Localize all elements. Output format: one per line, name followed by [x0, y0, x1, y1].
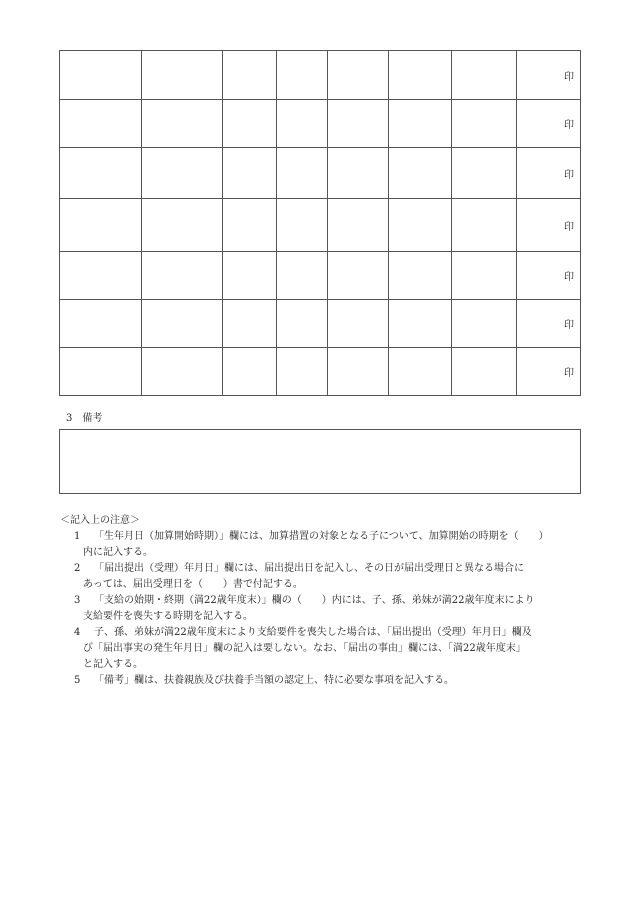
table-cell[interactable]	[328, 148, 389, 199]
seal-cell[interactable]	[517, 51, 581, 100]
seal-label: 印	[564, 320, 574, 331]
table-cell[interactable]	[277, 51, 328, 100]
table-cell[interactable]	[142, 199, 223, 252]
note-line	[60, 577, 580, 593]
record-table-body	[60, 51, 581, 396]
record-table	[59, 50, 581, 396]
table-cell[interactable]	[328, 252, 389, 300]
table-cell[interactable]	[389, 199, 452, 252]
table-cell[interactable]	[328, 100, 389, 148]
table-cell[interactable]	[328, 199, 389, 252]
seal-cell[interactable]	[517, 300, 581, 348]
note-line	[60, 609, 580, 625]
note-line	[60, 625, 580, 641]
note-text: び「届出事実の発生年月日」欄の記入は要しない。なお、「届出の事由」欄には、「満22歳年度末」	[83, 643, 526, 654]
seal-label: 印	[564, 120, 574, 131]
table-cell[interactable]	[142, 348, 223, 396]
table-cell[interactable]	[223, 148, 277, 199]
note-line	[60, 593, 580, 609]
table-cell[interactable]	[223, 51, 277, 100]
seal-cell[interactable]	[517, 252, 581, 300]
table-cell[interactable]	[223, 348, 277, 396]
seal-label: 印	[564, 71, 574, 83]
table-cell[interactable]	[223, 100, 277, 148]
table-cell[interactable]	[452, 148, 517, 199]
note-item	[60, 593, 580, 625]
note-item	[60, 673, 580, 689]
table-cell[interactable]	[142, 148, 223, 199]
table-cell[interactable]	[277, 148, 328, 199]
note-number: 5	[74, 675, 81, 686]
table-cell[interactable]	[277, 199, 328, 252]
remarks-heading: 3 備考	[66, 413, 103, 424]
table-cell[interactable]	[452, 100, 517, 148]
table-row	[60, 148, 581, 199]
remarks-field[interactable]	[59, 429, 581, 494]
table-cell[interactable]	[389, 300, 452, 348]
table-cell[interactable]	[142, 51, 223, 100]
note-line	[60, 545, 580, 561]
table-row	[60, 199, 581, 252]
seal-cell[interactable]	[517, 148, 581, 199]
seal-label: 印	[564, 221, 574, 233]
notes-title: ＜記入上の注意＞	[60, 515, 140, 526]
note-number: 2	[74, 563, 81, 574]
table-cell[interactable]	[389, 348, 452, 396]
note-item	[60, 529, 580, 561]
table-row	[60, 100, 581, 148]
table-cell[interactable]	[389, 51, 452, 100]
notes-list	[60, 529, 580, 689]
table-cell[interactable]	[223, 252, 277, 300]
seal-label: 印	[564, 368, 574, 379]
table-row	[60, 252, 581, 300]
note-text: と記入する。	[83, 659, 143, 670]
table-cell[interactable]	[452, 348, 517, 396]
table-cell[interactable]	[60, 252, 142, 300]
table-cell[interactable]	[328, 348, 389, 396]
note-text: 支給要件を喪失する時期を記入する。	[83, 611, 253, 622]
note-text: 「届出提出（受理）年月日」欄には、届出提出日を記入し、その日が届出受理日と異なる場合に	[94, 563, 524, 574]
note-line	[60, 529, 580, 545]
note-text: あっては、届出受理日を（ ）書で付記する。	[83, 579, 303, 590]
table-cell[interactable]	[60, 148, 142, 199]
table-row	[60, 300, 581, 348]
note-number: 3	[74, 595, 81, 606]
note-number: 4	[74, 627, 81, 638]
note-line	[60, 673, 580, 689]
table-row	[60, 348, 581, 396]
note-text: 「備考」欄は、扶養親族及び扶養手当額の認定上、特に必要な事項を記入する。	[94, 675, 454, 686]
note-line	[60, 641, 580, 657]
note-line	[60, 561, 580, 577]
table-cell[interactable]	[60, 300, 142, 348]
table-cell[interactable]	[277, 252, 328, 300]
table-cell[interactable]	[452, 51, 517, 100]
table-cell[interactable]	[277, 348, 328, 396]
table-cell[interactable]	[223, 199, 277, 252]
table-cell[interactable]	[60, 100, 142, 148]
note-item	[60, 625, 580, 673]
table-cell[interactable]	[277, 300, 328, 348]
table-cell[interactable]	[328, 51, 389, 100]
notes-section	[60, 513, 580, 689]
seal-cell[interactable]	[517, 199, 581, 252]
table-cell[interactable]	[60, 348, 142, 396]
seal-label: 印	[564, 272, 574, 283]
table-cell[interactable]	[142, 252, 223, 300]
note-line	[60, 657, 580, 673]
note-item	[60, 561, 580, 593]
note-text: 内に記入する。	[83, 547, 153, 558]
table-cell[interactable]	[223, 300, 277, 348]
seal-cell[interactable]	[517, 100, 581, 148]
table-cell[interactable]	[389, 148, 452, 199]
note-number: 1	[74, 531, 81, 542]
table-cell[interactable]	[452, 300, 517, 348]
table-cell[interactable]	[452, 199, 517, 252]
note-text: 子、孫、弟妹が満22歳年度末により支給要件を喪失した場合は、「届出提出（受理）年月日」欄及	[94, 627, 532, 638]
table-cell[interactable]	[142, 300, 223, 348]
table-cell[interactable]	[277, 100, 328, 148]
note-text: 「支給の始期・終期（満22歳年度末）」欄の（ ）内には、子、孫、弟妹が満22歳年度末により	[94, 595, 535, 606]
table-cell[interactable]	[142, 100, 223, 148]
table-cell[interactable]	[60, 51, 142, 100]
table-cell[interactable]	[389, 100, 452, 148]
table-cell[interactable]	[60, 199, 142, 252]
table-cell[interactable]	[452, 252, 517, 300]
seal-label: 印	[564, 169, 574, 181]
table-row	[60, 51, 581, 100]
table-cell[interactable]	[328, 300, 389, 348]
table-cell[interactable]	[389, 252, 452, 300]
note-text: 「生年月日（加算開始時期）」欄には、加算措置の対象となる子について、加算開始の時期を（ ）	[94, 531, 549, 542]
seal-cell[interactable]	[517, 348, 581, 396]
